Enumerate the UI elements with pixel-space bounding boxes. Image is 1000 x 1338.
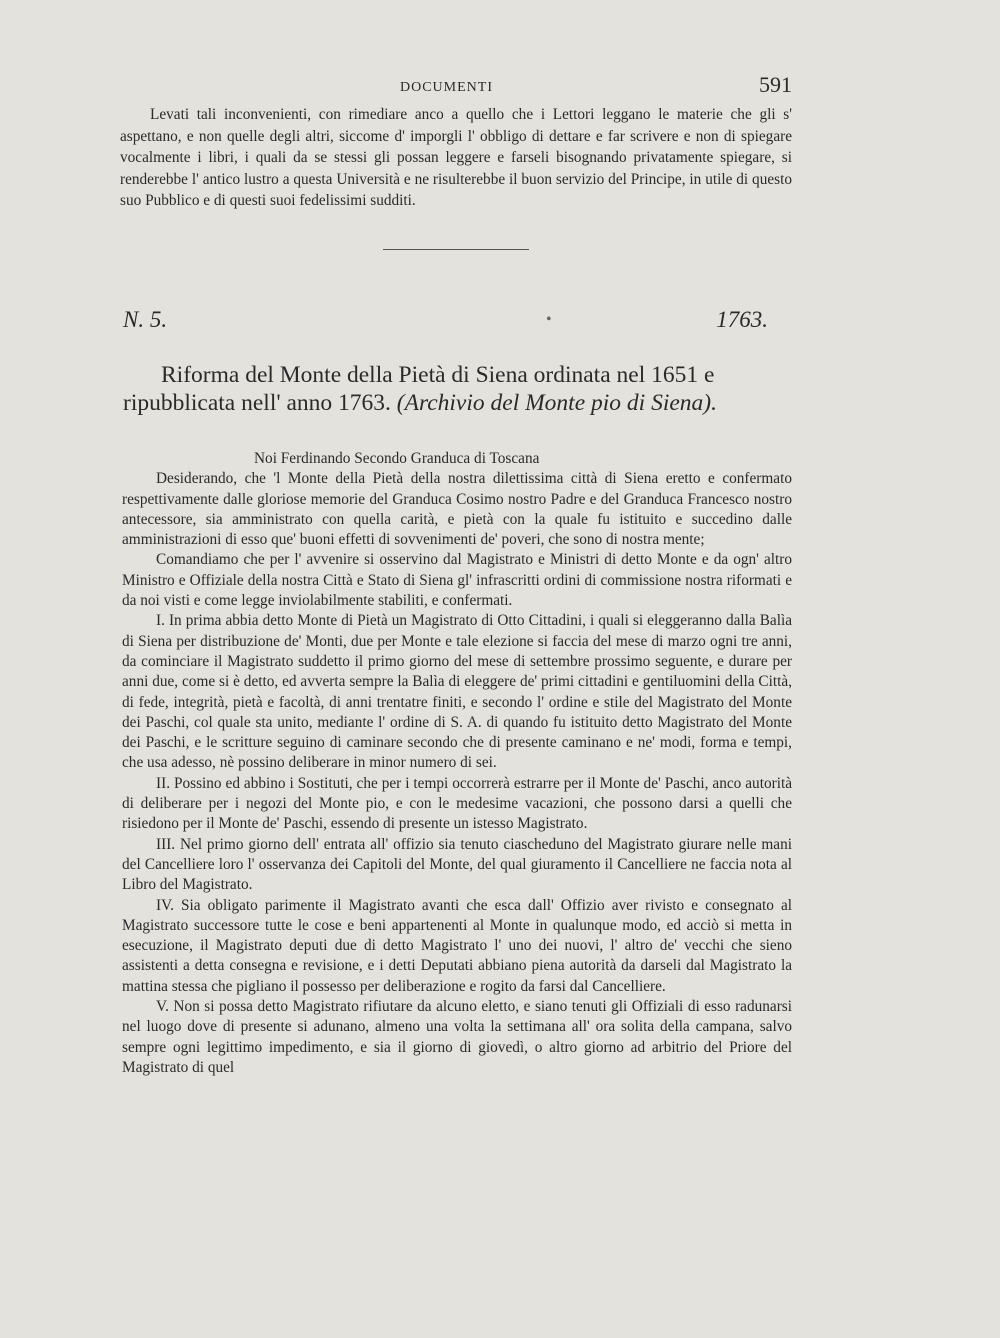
- article-5: V. Non si possa detto Magistrato rifiutare da alcuno eletto, e siano tenuti gli Offiziali di esso radunarsi nel luogo dove di presente si adunano, almeno una volta la settimana all' ora solita della campana, salvo sempre ogni legittimo impedimento, e sia il giorno di giovedì, o altro giorno ad arbitrio del Priore del Magistrato di quel: [122, 998, 792, 1076]
- document-title: [123, 361, 803, 417]
- page-number: 591: [759, 72, 792, 97]
- title-text: Riforma del Monte della Pietà di Siena ordinata nel 1651 e ripubblicata nell' anno 1763.: [123, 362, 715, 416]
- previous-document-ending: [120, 104, 792, 212]
- title-source: (Archivio del Monte pio di Siena).: [396, 390, 717, 416]
- document-body: [122, 449, 792, 1078]
- article-1: I. In prima abbia detto Monte di Pietà un Magistrato di Otto Cittadini, i quali si eleggeranno dalla Balìa di Siena per distribuzione de' Monti, due per Monte e tale elezione si faccia del mese di marzo ogni tre anni, da cominciare il Magistrato suddetto il primo giorno del mese di settembre prossimo seguente, e durare per anni due, come si è detto, ed avverta sempre la Balìa di eleggere de' primi cittadini e gentiluomini della Città, di fede, integrità, pietà e facoltà, di anni trentatre finiti, e secondo l' ordine e stile del Magistrato del Monte dei Paschi, col quale sta unito, mediante l' ordine di S. A. di quando fu istituito detto Magistrato del Monte dei Paschi, e le scritture seguino di caminare secondo che di presente caminano e ne' modi, forma e tempi, che usa adesso, nè possino deliberare in minor numero di sei.: [122, 612, 792, 772]
- separator-dot: •: [546, 311, 552, 328]
- article-3: III. Nel primo giorno dell' entrata all' offizio sia tenuto ciascheduno del Magistrato giurare nelle mani del Cancelliere loro l' osservanza dei Capitoli del Monte, del qual giuramento il Cancelliere ne faccia nota al Libro del Magistrato.: [122, 835, 792, 894]
- running-head: [122, 72, 792, 102]
- paragraph-preamble: Desiderando, che 'l Monte della Pietà della nostra dilettissima città di Siena eretto e confermato respettivamente dalle gloriose memorie del Granduca Cosimo nostro Padre e del Granduca Francesco nostro antecessore, sia amministrato con quella carità, e pietà con la quale fu istituito e succedino dalle amministrazioni di esso que' buoni effetti di sovvenimenti de' poveri, che sono di nostra mente;: [122, 470, 792, 549]
- running-title: DOCUMENTI: [400, 80, 493, 95]
- document-number: N. 5.: [123, 307, 168, 332]
- paragraph-command: Comandiamo che per l' avvenire si osservino dal Magistrato e Ministri di detto Monte e da ogn' altro Ministro e Offiziale della nostra Città e Stato di Siena gl' infrascritti ordini di commissione nostra riformati e da noi visti e come legge inviolabilmente stabiliti, e confermati.: [122, 551, 792, 610]
- article-2: II. Possino ed abbino i Sostituti, che per i tempi occorrerà estrarre per il Monte de' Paschi, anco autorità di deliberare per i negozi del Monte pio, e con le medesime vacazioni, che possono darsi a quelli che risiedono per il Monte de' Paschi, essendo di presente un istesso Magistrato.: [122, 774, 792, 833]
- article-4: IV. Sia obligato parimente il Magistrato avanti che esca dall' Offizio aver rivisto e consegnato al Magistrato successore tutte le cose e beni appartenenti al Monte in qualunque modo, ed acciò si metta in esecuzione, il Magistrato deputi due di detto Magistrato l' uno dei nuovi, l' altro de' vecchi che sieno assistenti a detta consegna e revisione, e i detti Deputati abbiano piena autorità da darseli dal Magistrato la mattina stessa che pigliano il possesso per deliberazione e rogito da farsi dal Cancelliere.: [122, 896, 792, 995]
- salutation: Noi Ferdinando Secondo Granduca di Toscana: [254, 450, 540, 467]
- document-year: 1763.: [716, 307, 768, 332]
- section-divider: [383, 249, 529, 250]
- closing-paragraph: Levati tali inconvenienti, con rimediare anco a quello che i Lettori leggano le materie che gli s' aspettano, e non quelle degli altri, siccome d' imporgli l' obbligo di dettare e far scrivere e non di spiegare vocalmente i libri, i quali da se stessi gli possan leggere e farseli bisognando privatamente spiegare, si renderebbe l' antico lustro a questa Università e ne risulterebbe il buon servizio del Principe, in utile di questo suo Pubblico e di questi suoi fedelissimi sudditi.: [120, 106, 792, 210]
